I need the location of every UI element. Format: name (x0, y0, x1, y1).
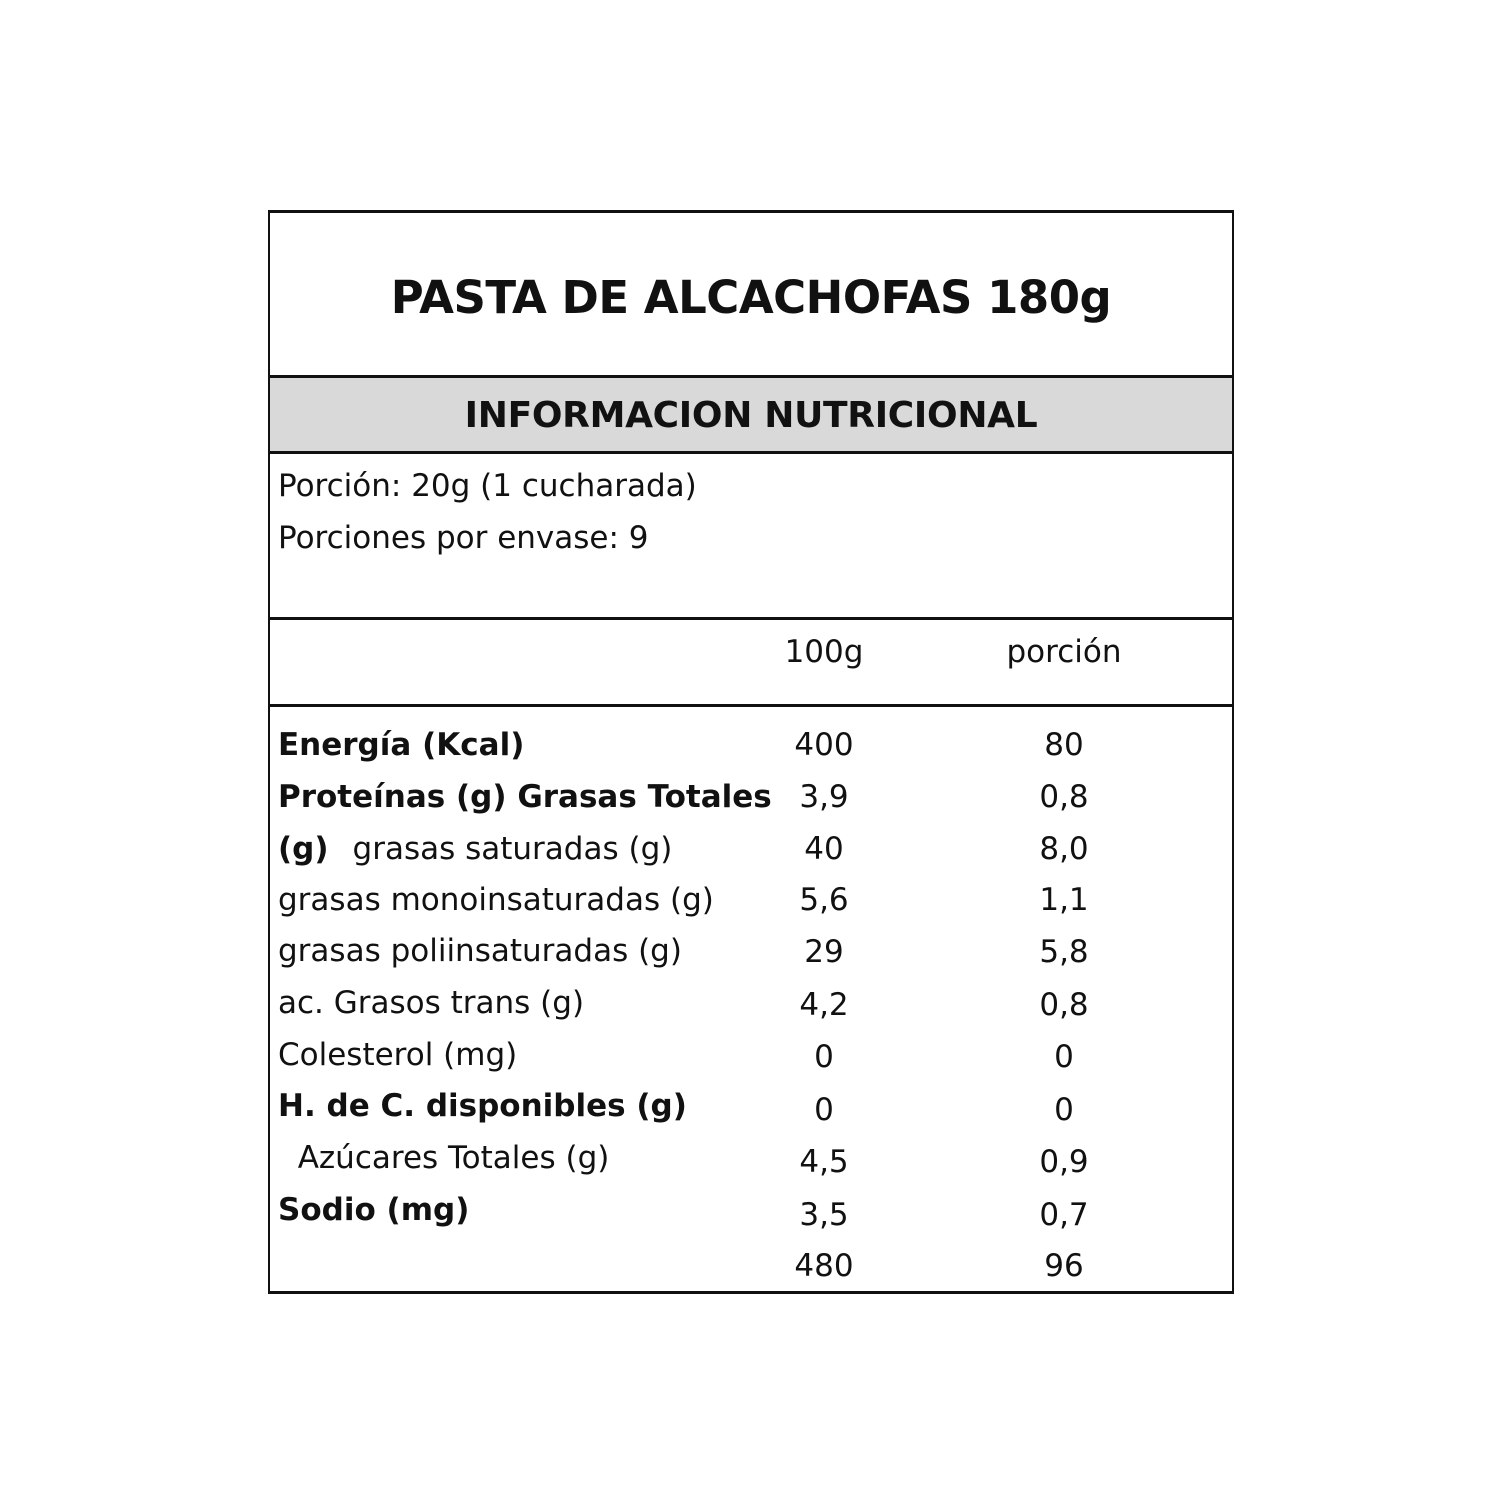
value-per-portion: 1,1 (1039, 882, 1089, 918)
nutrient-label (278, 1037, 517, 1073)
nutrient-label-text: Sodio (mg) (278, 1192, 470, 1228)
value-per-100g: 40 (804, 831, 844, 867)
nutrient-label (278, 1140, 609, 1176)
value-per-100g: 0 (814, 1092, 834, 1128)
portions-per-pack: Porciones por envase: 9 (278, 520, 649, 556)
value-per-100g: 29 (804, 934, 844, 970)
nutrient-label (278, 831, 672, 867)
value-per-portion: 5,8 (1039, 934, 1089, 970)
value-per-100g: 5,6 (799, 882, 849, 918)
value-per-portion: 0,8 (1039, 779, 1089, 815)
value-per-100g: 0 (814, 1039, 834, 1075)
value-per-portion: 8,0 (1039, 831, 1089, 867)
nutrient-label (278, 727, 524, 763)
value-per-100g: 3,9 (799, 779, 849, 815)
nutrient-label-text: ac. Grasos trans (g) (278, 985, 585, 1021)
nutrient-sublabel-text: grasas saturadas (g) (352, 831, 673, 867)
nutrient-label-text: Colesterol (mg) (278, 1037, 518, 1073)
value-per-100g: 480 (794, 1248, 854, 1284)
nutrient-label (278, 1192, 469, 1228)
portion-size: Porción: 20g (1 cucharada) (278, 468, 697, 504)
nutrition-label-panel (268, 210, 1234, 1294)
nutrient-label (278, 779, 772, 815)
nutrient-label-text: Azúcares Totales (g) (278, 1140, 610, 1176)
value-per-portion: 96 (1044, 1248, 1084, 1284)
nutrient-label-text: Proteínas (g) Grasas Totales (278, 779, 772, 815)
value-per-portion: 0 (1054, 1092, 1074, 1128)
nutrient-label (278, 985, 584, 1021)
value-per-100g: 4,2 (799, 987, 849, 1023)
nutrient-label-text: Energía (Kcal) (278, 727, 525, 763)
value-per-portion: 0 (1054, 1039, 1074, 1075)
nutrient-label (278, 1088, 687, 1124)
nutrition-info-header (270, 378, 1232, 454)
value-per-portion: 0,8 (1039, 987, 1089, 1023)
column-headers (270, 620, 1232, 707)
value-per-100g: 400 (794, 727, 854, 763)
serving-info (270, 454, 1232, 620)
nutrient-label (278, 933, 682, 969)
value-per-portion: 80 (1044, 727, 1084, 763)
value-per-100g: 4,5 (799, 1144, 849, 1180)
value-per-100g: 3,5 (799, 1197, 849, 1233)
column-header-100g: 100g (784, 634, 864, 670)
nutrient-label (278, 882, 714, 918)
product-title: PASTA DE ALCACHOFAS 180g (390, 270, 1112, 324)
value-per-portion: 0,9 (1039, 1144, 1089, 1180)
value-per-portion: 0,7 (1039, 1197, 1089, 1233)
column-header-portion: porción (1006, 634, 1122, 670)
nutrient-label-text: (g) (278, 831, 329, 867)
nutrition-info-title: INFORMACION NUTRICIONAL (464, 395, 1038, 436)
nutrient-label-text: H. de C. disponibles (g) (278, 1088, 687, 1124)
nutrient-label-text: grasas monoinsaturadas (g) (278, 882, 714, 918)
nutrient-rows (270, 707, 1232, 1288)
nutrient-label-text: grasas poliinsaturadas (g) (278, 933, 682, 969)
product-title-box (270, 213, 1232, 378)
